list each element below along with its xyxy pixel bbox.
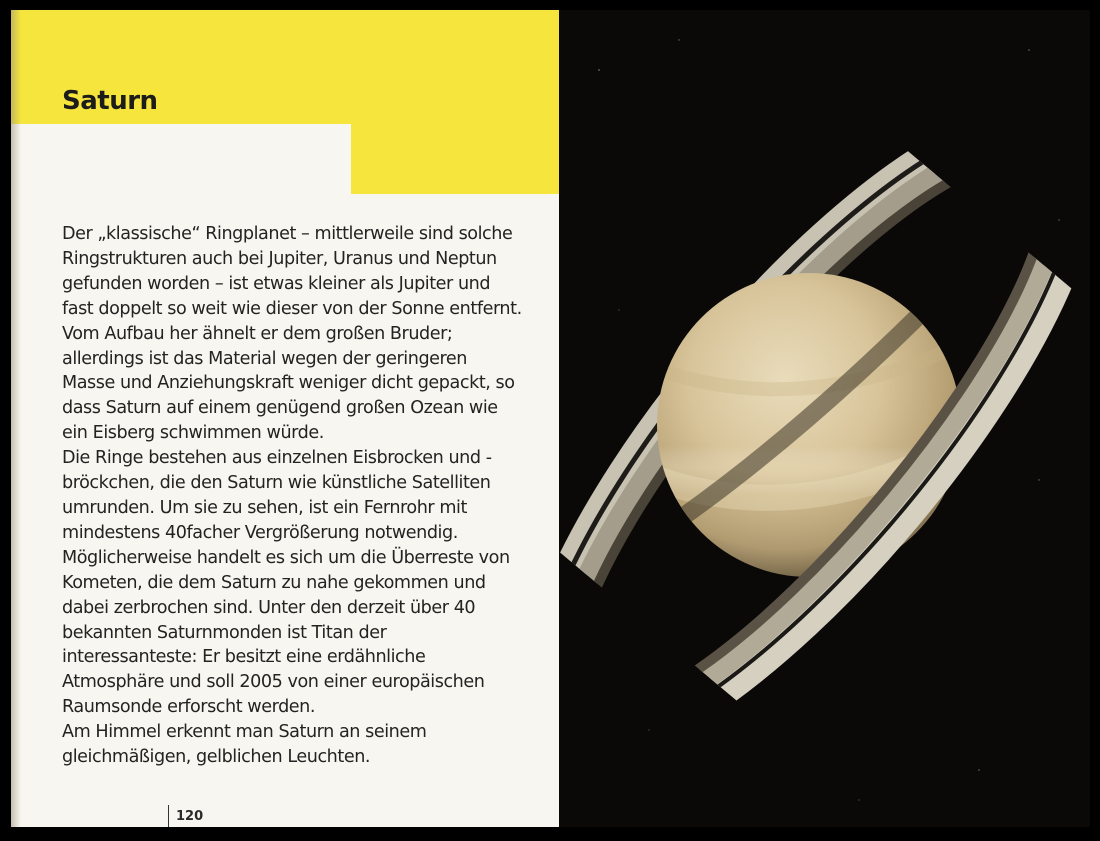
body-text bbox=[62, 222, 522, 770]
paragraph-2: Die Ringe bestehen aus einzelnen Eisbrocken und -bröckchen, die den Saturn wie künstliche Satelliten umrunden. Um sie zu sehen, ist ein Fernrohr mit mindestens 40facher Vergrößerung notwendig. Möglicherweise handelt es sich um die Überreste von Kometen, die dem Saturn zu nahe gekommen und dabei zerbrochen sind. Unter den derzeit über 40 bekannten Saturnmonden ist Titan der interessanteste: Er besitzt eine erdähnliche Atmosphäre und soll 2005 von einer europäischen Raumsonde erforscht werden. bbox=[62, 448, 510, 718]
page-number: 120 bbox=[176, 809, 204, 824]
left-page bbox=[11, 10, 559, 827]
paragraph-3: Am Himmel erkennt man Saturn an seinem gleichmäßigen, gelblichen Leuchten. bbox=[62, 722, 427, 768]
saturn-photo bbox=[559, 10, 1090, 827]
page-number-marker bbox=[168, 805, 203, 827]
yellow-header-tab bbox=[351, 124, 559, 194]
paragraph-1: Der „klassische“ Ringplanet – mittlerweile sind solche Ringstrukturen auch bei Jupiter, Uranus und Neptun gefunden worden – ist etwas kleiner als Jupiter und fast doppelt so weit wie dieser von der Sonne entfernt. Vom Aufbau her ähnelt er dem großen Bruder; allerdings ist das Material wegen der geringeren Masse und Anziehungskraft weniger dicht gepackt, so dass Saturn auf einem genügend großen Ozean wie ein Eisberg schwimmen würde. bbox=[62, 224, 522, 444]
right-page-photo bbox=[559, 10, 1090, 827]
spine-shadow bbox=[11, 10, 21, 827]
page-title: Saturn bbox=[62, 86, 158, 116]
